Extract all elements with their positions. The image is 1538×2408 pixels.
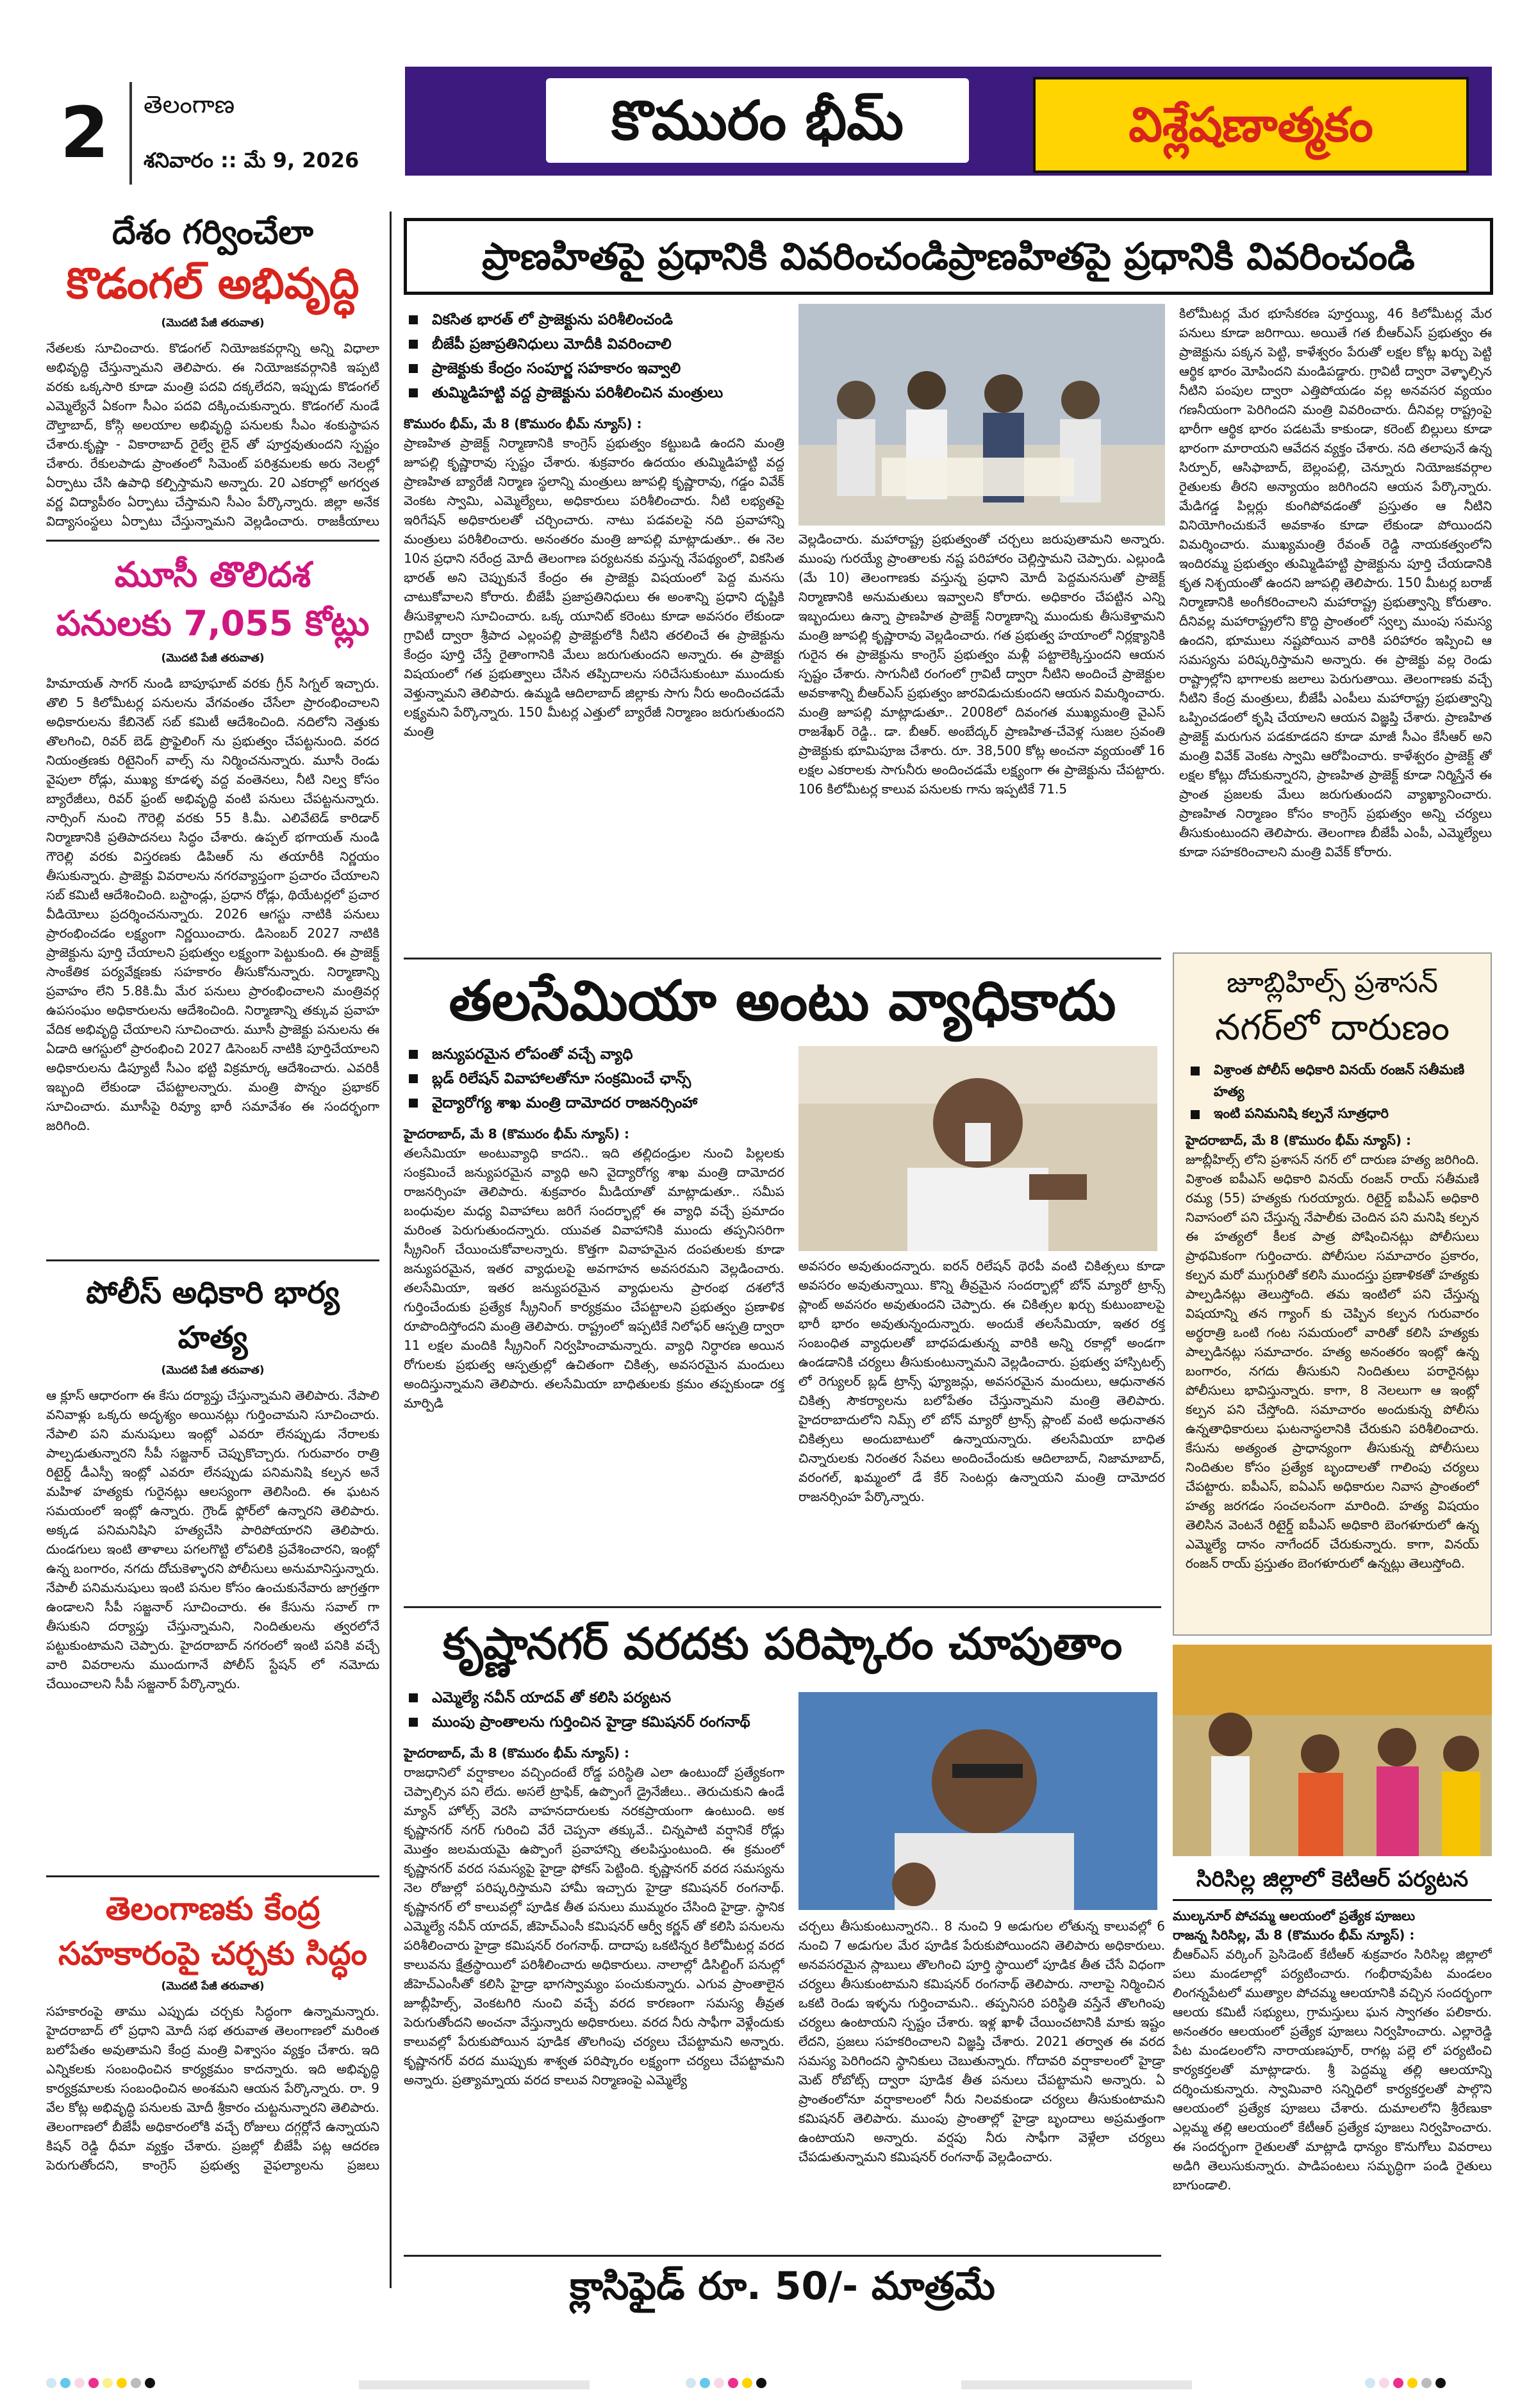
credit-kodangal: (మొదటి పేజీ తరువాత) xyxy=(161,317,265,329)
lead-bullet: వికసిత భారత్ లో ప్రాజెక్టును పరిశీలించండి xyxy=(404,308,784,332)
thal-column-2: అవసరం అవుతుందన్నారు. ఐరన్ రిలేషన్ థెరపీ వంటి చికిత్సలు కూడా అవసరం అవుతున్నాయి. కొన్ని తీవ్రమైన సందర్భాల్లో బోన్ మ్యారో ట్రాన్స్ ప్లాంట్ అవసరం అవుతుందని చెప్పారు. ఈ చికిత్సల ఖర్చు కుటుంబాలపై భారీ భారం అవుతున్నందున్నారు. అందుకే తలసేమియా, ఇతర రక్త సంబంధిత వ్యాధులతో బాధపడుతున్న వారికి అన్ని రకాల్లో అండగా ఉండడానికి చర్యలు తీసుకుంటున్నామని వెల్లడించారు. ప్రభుత్వ హాస్పిటల్స్ లో రెగ్యులర్ బ్లడ్ ట్రాన్స్ ఫ్యూజన్లు, అవసరమైన మందులు, ఆధునాతన చికిత్స సౌకర్యాలను బలోపేతం చేస్తున్నామని మంత్రి తెలిపారు. హైదరాబాదులోని నిమ్స్ లో బోన్ మ్యారో ట్రాన్స్ ప్లాంట్ వంటి అధునాతన చికిత్సలు అందుబాటులో ఉన్నాయన్నారు. తలసేమియా బాధిత చిన్నారులకు నిరంతర సేవలు అందించేందుకు ఆదిలాబాద్, నిజామాబాద్, వరంగల్, ఖమ్మంలో డే కేర్ సెంటర్లు ఉన్నాయని మంత్రి దామోదర రాజనర్సింహ పేర్కొన్నారు. xyxy=(798,1258,1165,1504)
sircilla-story: బీఆర్ఎస్ వర్కింగ్ ప్రెసిడెంట్ కేటీఆర్ శుక్రవారం సిరిసిల్ల జిల్లాలో పలు మండలాల్లో పర్యటించారు. గంభీరావుపేట మండలం లింగన్నపేటలో ముత్యాల పోచమ్మ ఆలయానికి వచ్చిన సందర్భంగా ఆలయ కమిటీ సభ్యులు, గ్రామస్తులు ఘన స్వాగతం పలికారు. అనంతరం ఆలయంలో ప్రత్యేక పూజలు నిర్వహించారు. ఎల్లారెడ్డి పేట మండలంలోని నారాయణపూర్, రాగట్ల పల్లె లో పర్యటించి కార్యకర్తలతో మాట్లాడారు. శ్రీ పెద్దమ్మ తల్లి ఆలయాన్ని దర్శించుకున్నారు. స్వామివారి సన్నిధిలో కార్యకర్తలతో పాల్గొని ఆలయంలో ప్రత్యేక పూజలు చేశారు. దుమాలలోని శ్రీరేణుకా ఎల్లమ్మ తల్లి ఆలయంలో కేటీఆర్ ప్రత్యేక పూజలు నిర్వహించారు. ఈ సందర్భంగా రైతులతో మాట్లాడి ధాన్యం కొనుగోలు వివరాలు అడిగి తెలుసుకున్నారు. పాడిపంటలు సమృద్ధిగా పండి రైతులు బాగుండాలి. xyxy=(1173,1947,1492,2193)
krishna-column-2: చర్చలు తీసుకుంటున్నారని.. 8 నుంచి 9 అడుగుల లోతున్న కాలువల్లో 6 నుంచి 7 అడుగుల మేర పూడిక పేరుకుపోయిందని తెలిపారు అధికారులు. అనవసరమైన స్లాబులు తొలగించి పూర్తి స్థాయిలో పూడిక తీత చేసే విధంగా చర్యలు తీసుకుంటామని కమిషనర్ రంగనాథ్ తెలిపారు. నాలాపై నిర్మించిన ఒకటి రెండు ఇళ్ళను గుర్తించామని.. తప్పనిసరి పరిస్థితి వస్తేనే తొలగింపు చర్యలు ఉంటాయని స్పష్టం చేశారు. ఇళ్ల ఖాళీ చేయించటానికి మాకు ఇష్టం లేదని, ప్రజలు సహకరించాలని విజ్ఞప్తి చేశారు. 2021 తర్వాత ఈ వరద సమస్య పెరిగిందని స్థానికులు చెబుతున్నారు. గోదావరి వర్షాకాలంలో హైడ్రా మెట్ రోబోట్స్ ద్వారా పూడిక తీత పనులు చేపట్టామని అన్నారు. ఏ ప్రాంతంలోనూ వర్షాకాలంలో నీరు నిలవకుండా చర్యలు తీసుకుంటామని కమిషనర్ తెలిపారు. ముంపు ప్రాంతాల్లో హైడ్రా బృందాలు అప్రమత్తంగా ఉంటాయని అన్నారు. వర్షపు నీరు సాఫీగా వెళ్లేలా చర్యలు చేపడుతున్నామని కమిషనర్ రంగనాథ్ వెల్లడించారు. xyxy=(798,1918,1165,2164)
lead-column-2: వెల్లడించారు. మహారాష్ట్ర ప్రభుత్వంతో చర్చలు జరుపుతామని అన్నారు. ముంపు గురయ్యే ప్రాంతాలకు నష్ట పరిహారం చెల్లిస్తామని చెప్పారు. ఎల్లుండి (మే 10) తెలంగాణకు వస్తున్న ప్రధాని మోదీ పెద్దమనసుతో ప్రాజెక్ట్ నిర్మాణానికి అనుమతులు ఇవ్వాలని కోరారు. అధికారం చేపట్టిన ఎన్ని ఇబ్బందులు ఉన్నా ప్రాణహిత ప్రాజెక్ట్ నిర్మాణాన్ని ముందుకు తీసుకెళ్తామని మంత్రి జూపల్లి కృష్ణారావు వెల్లడించారు. గత ప్రభుత్వ హయాంలో నిర్లక్ష్యానికి గురైన ఈ ప్రాజెక్టును కాంగ్రెస్ ప్రభుత్వం మళ్లీ పట్టాలెక్కిస్తుందని ఆయన స్పష్టం చేశారు. సాగునీటి రంగంలో గ్రావిటీ ద్వారా నీటిని అందించే ప్రాజెక్టుల అవకాశాన్ని బీఆర్ఎస్ ప్రభుత్వం జారవిడుచుకుందని ఆయన విమర్శించారు. మంత్రి జూపల్లి మాట్లాడుతూ.. 2008లో దివంగత ముఖ్యమంత్రి వైఎస్ రాజశేఖర్ రెడ్డి.. డా. బీఆర్. అంబేద్కర్ ప్రాణహిత-చేవెళ్ల సుజల స్రవంతి ప్రాజెక్టుకు భూమిపూజ చేశారు. రూ. 38,500 కోట్ల అంచనా వ్యయంతో 16 లక్షల ఎకరాలకు సాగునీరు అందించడమే లక్ష్యంగా ఈ ప్రాజెక్టును చేపట్టారు. 106 కిలోమీటర్ల కాలువ పనులకు గాను ఇప్పటికే 71.5 xyxy=(798,531,1165,797)
lead-column-1: ప్రాణహిత ప్రాజెక్ట్ నిర్మాణానికి కాంగ్రెస్ ప్రభుత్వం కట్టుబడి ఉందని మంత్రి జూపల్లి కృష్ణారావు స్పష్టం చేశారు. శుక్రవారం ఉదయం తుమ్మిడిహట్టి వద్ద ప్రాణహిత బ్యారేజీ నిర్మాణ స్థలాన్ని మంత్రులు జూపల్లి కృష్ణారావు, గడ్డం వివేక్ వెంకట స్వామి, ఎమ్మెల్యేలు, అధికారులు పరిశీలించారు. నీటి లభ్యతపై ఇరిగేషన్ అధికారులతో చర్చించారు. నాటు పడవలపై నది ప్రవాహాన్ని మంత్రులు పరిశీలించారు. అనంతరం మంత్రి జూపల్లి మాట్లాడుతూ.. ఈ నెల 10న ప్రధాని నరేంద్ర మోదీ తెలంగాణ పర్యటనకు వస్తున్న నేపథ్యంలో, వికసిత భారత్ అని చెప్పుకునే కేంద్రం ఈ ప్రాజెక్టు విషయంలో పెద్ద మనసు చాటుకోవాలని కోరారు. బీజేపీ ప్రజాప్రతినిధులు ఈ అంశాన్ని ప్రధాని దృష్టికి తీసుకెళ్లాలని సూచించారు. ఒక్క యూనిట్ కరెంటు కూడా అవసరం లేకుండా గ్రావిటీ ద్వారా శ్రీపాద ఎల్లంపల్లి ప్రాజెక్టులోకి నీటిని తరలించే ఈ ప్రాజెక్టును కేంద్రం పూర్తి చేస్తే రైతాంగానికి మేలు జరుగుతుందని అన్నారు. ఈ ప్రాజెక్టు విషయంలో గత ప్రభుత్వాలు చేసిన తప్పిదాలను సరిచేసుకుంటూ ముందుకు వెళ్తున్నామని తెలిపారు. ఉమ్మడి ఆదిలాబాద్ జిల్లాకు సాగు నీరు అందించడమే లక్ష్యమని పేర్కొన్నారు. 150 మీటర్ల ఎత్తులో బ్యారేజీ నిర్మాణం జరుగుతుందని మంత్రి xyxy=(404,435,784,739)
registration-marks-mid xyxy=(686,2378,878,2393)
left-column xyxy=(46,210,379,2306)
thal-dateline: హైదరాబాద్, మే 8 (కొమురం భీమ్ న్యూస్) : xyxy=(404,1126,630,1142)
sircilla-photo xyxy=(1173,1645,1492,1856)
classified-ad-line: క్లాసిఫైడ్ రూ. 50/- మాత్రమే xyxy=(570,2264,995,2309)
krishna-photo-image xyxy=(798,1692,1157,1910)
thal-column-1: తలసేమియా అంటువ్యాధి కాదని.. ఇది తల్లిదండ్రుల నుంచి పిల్లలకు సంక్రమించే జన్యుపరమైన వ్యాధి అని వైద్యారోగ్య శాఖ మంత్రి దామోదర రాజనర్సింహ తెలిపారు. శుక్రవారం మీడియాతో మాట్లాడుతూ.. సమీప బంధువుల మధ్య వివాహాలు జరిగే సందర్భాల్లో ఈ వ్యాధి వచ్చే ప్రమాదం మరింత పెరుగుతుందన్నారు. యువత వివాహానికి ముందు తప్పనిసరిగా స్క్రీనింగ్ చేయించుకోవాలన్నారు. కొత్తగా వివాహమైన దంపతులకు కూడా జన్యుపరమైన, ఇతర వ్యాధులపై అవగాహన అవసరమని వెల్లడించారు. తలసేమియా, ఇతర జన్యుపరమైన వ్యాధులను ప్రారంభ దశలోనే గుర్తించేందుకు ప్రత్యేక స్క్రీనింగ్ కార్యక్రమం చేపట్టాలని ప్రభుత్వం ప్రణాళిక రూపొందిస్తోందని మంత్రి తెలిపారు. రాష్ట్రంలో ఇప్పటికే నిలోఫర్ ఆస్పత్రి ద్వారా 11 లక్షల మందికి స్క్రీనింగ్ నిర్వహించామన్నారు. వ్యాధి నిర్ధారణ అయిన రోగులకు ప్రభుత్వ ఆస్పత్రుల్లో ఉచితంగా చికిత్స, అవసరమైన మందులు అందిస్తున్నామని తెలిపారు. తలసేమియా బాధితులకు క్రమం తప్పకుండా రక్త మార్పిడి xyxy=(404,1145,784,1411)
state-label: తెలంగాణ xyxy=(144,90,235,119)
divider xyxy=(46,540,379,542)
page-number: 2 xyxy=(60,92,110,174)
krishna-dateline: హైదరాబాద్, మే 8 (కొమురం భీమ్ న్యూస్) : xyxy=(404,1745,630,1761)
lead-body-right xyxy=(1179,304,1492,945)
sircilla-caption-bar xyxy=(1173,1859,1492,1901)
credit-police-wife: (మొదటి పేజీ తరువాత) xyxy=(161,1364,265,1377)
lead-photo-image xyxy=(798,304,1165,526)
registration-bar xyxy=(961,2380,1192,2389)
jubilee-bullet: ఇంటి పనిమనిషి కల్పనే సూత్రధారి xyxy=(1186,1102,1479,1124)
headline-police-wife: పోలీస్ అధికారి భార్య హత్య xyxy=(86,1275,340,1356)
divider xyxy=(46,1259,379,1261)
krishna-bullet: ఎమ్మెల్యే నవీన్ యాదవ్ తో కలిసి పర్యటన xyxy=(404,1686,784,1710)
lead-dateline: కొమురం భీమ్, మే 8 (కొమురం భీమ్ న్యూస్) : xyxy=(404,416,642,431)
lead-bullet: ప్రాజెక్టుకు కేంద్రం సంపూర్ణ సహకారం ఇవ్వాలి xyxy=(404,356,784,381)
thal-bullet: బ్లడ్ రిలేషన్ వివాహాలతోనూ సంక్రమించే ఛాన్స్ xyxy=(404,1067,784,1091)
lead-column-3: కిలోమీటర్ల మేర భూసేకరణ పూర్తయ్యి, 46 కిలోమీటర్ల మేర పనులు కూడా జరిగాయి. అయితే గత బీఆర్ఎస్ ప్రభుత్వం ఈ ప్రాజెక్టును పక్కన పెట్టి, కాళేశ్వరం పేరుతో లక్షల కోట్ల ఖర్చు పెట్టి ఆర్థిక భారం మోపిందని మండిపడ్డారు. గ్రావిటీ ద్వారా వెళ్ళాల్సిన నీటిని పంపుల ద్వారా ఎత్తిపోయడం వల్ల అనవసర వ్యయం గణనీయంగా పెరిగిందని మంత్రి వివరించారు. దీనివల్ల రాష్ట్రంపై భారీగా ఆర్థిక భారం పడటమే కాకుండా, కరెంట్ బిల్లులు కూడా భారంగా మారాయని ఆవేదన వ్యక్తం చేశారు. నది తలాపునే ఉన్న సిర్పూర్, ఆసిఫాబాద్, బెల్లంపల్లి, చెన్నూరు నియోజకవర్గాల రైతులకు తీరని అన్యాయం జరిగిందని ఆయన పేర్కొన్నారు. మేడిగడ్డ పిల్లర్లు కుంగిపోవడంతో ప్రస్తుతం ఆ నీటిని వినియోగించుకునే అవకాశం కూడా లేకుండా పోయిందని విమర్శించారు. ముఖ్యమంత్రి రేవంత్ రెడ్డి నాయకత్వంలోని ఇందిరమ్మ ప్రభుత్వం తుమ్మిడిహట్టి ప్రాజెక్టును పూర్తి చేయడానికి కృత నిశ్చయంతో ఉందని జూపల్లి తెలిపారు. 150 మీటర్ల బరాజ్ నిర్మాణానికి అంగీకరించాలని మహారాష్ట్ర ప్రభుత్వాన్ని కోరుతాం. దీనివల్ల మహారాష్ట్రలోని కొద్ది ప్రాంతంలో స్వల్ప ముంపు సమస్య ఉందని, భూములు నష్టపోయిన వారికి పరిహారం ఇప్పించి ఆ సమస్యను పరిష్కరిస్తామని అన్నారు. ఈ ప్రాజెక్టు వల్ల రెండు రాష్ట్రాల్లోని భాగాలకు జలాలు పెరుగుతాయి. తెలంగాణకు వచ్చే నీటిని కేంద్ర మంత్రులు, బీజేపీ ఎంపీలు మహారాష్ట్ర ప్రభుత్వాన్ని ఒప్పించడంలో కృషి చేయాలని ఆయన విజ్ఞప్తి చేశారు. ప్రాణహిత ప్రాజెక్ట్ మరుగున పడకూడదని కూడా మాజీ సీఎం కేసీఆర్ అని మంత్రి వివేక్ వెంకట స్వామి ఆరోపించారు. కాళేశ్వరం ప్రాజెక్ట్ తో లక్షల కోట్లు దోచుకున్నారని, ప్రాణహిత ప్రాజెక్ట్ కూడా నిర్మిస్తేనే ఈ ప్రాంత ప్రజలకు మేలు జరుగుతుందని వ్యాఖ్యానించారు. ప్రాణహిత నిర్మాణం కోసం కాంగ్రెస్ ప్రభుత్వం అన్ని చర్యలు తీసుకుంటుందని తెలిపారు. తెలంగాణ బీజేపీ ఎంపీ, ఎమ్మెల్యేలు కూడా సహకరించాలని మంత్రి వివేక్ కోరారు. xyxy=(1179,306,1492,859)
lead-bullet: బీజేపీ ప్రజాప్రతినిధులు మోదీకి వివరించాలి xyxy=(404,332,784,356)
krishna-body-left xyxy=(404,1686,784,2263)
thal-bullet: జన్యుపరమైన లోపంతో వచ్చే వ్యాధి xyxy=(404,1042,784,1067)
jubilee-dateline: హైదరాబాద్, మే 8 (కొమురం భీమ్ న్యూస్) : xyxy=(1186,1133,1412,1148)
headline-kodangal: కొడంగల్ అభివృద్ధి xyxy=(66,259,360,308)
headline-musi-2: పనులకు 7,055 కోట్లు xyxy=(56,603,370,644)
masthead xyxy=(46,67,1492,200)
jubilee-headline-1: జూబ్లిహిల్స్ ప్రశాసన్ xyxy=(1227,967,1438,999)
headline-central-aid-2: సహకారంపై చర్చకు సిద్ధం xyxy=(58,1935,367,1972)
jubilee-bullets xyxy=(1186,1059,1479,1124)
lead-body-left xyxy=(404,308,784,955)
sircilla-caption: సిరిసిల్ల జిల్లాలో కెటిఆర్ పర్యటన xyxy=(1196,1866,1469,1892)
jubilee-story: జూబ్లీహిల్స్ లోని ప్రశాసన్ నగర్ లో దారుణ హత్య జరిగింది. విశ్రాంత ఐపీఎస్ అధికారి వినయ్ రంజన్ రాయ్ సతీమణి రమ్య (55) హత్యకు గురయ్యారు. రిటైర్డ్ ఐపీఎస్ అధికారి నివాసంలో పని చేస్తున్న నేపాలీకు చెందిన పని మనిషి కల్పన ఈ హత్యలో కీలక పాత్ర పోషించినట్లు పోలీసులు ప్రాథమికంగా గుర్తించారు. పోలీసుల సమాచారం ప్రకారం, కల్పన మరో ముగ్గురితో కలిసి ముందస్తు ప్రణాళికతో హత్యకు పాల్పడినట్లు తెలుస్తోంది. తమ ఇంటిలో పని చేస్తున్న విషయాన్ని తన గ్యాంగ్ కు చెప్పిన కల్పన గురువారం అర్థరాత్రి ఒంటి గంట సమయంలో వారితో కలిసి హత్యకు పాల్పడినట్లు సమాచారం. హత్య అనంతరం ఇంట్లో ఉన్న బంగారం, నగదు తీసుకుని నిందితులు పరారైనట్లు పోలీసులు భావిస్తున్నారు. కాగా, 8 నెలలుగా ఆ ఇంట్లో కల్పన పని చేస్తోంది. సమాచారం అందుకున్న పోలీసు ఉన్నతాధికారులు ఘటనాస్థలానికి చేరుకుని పరిశీలించారు. కేసును అత్యంత ప్రాధాన్యంగా తీసుకున్న పోలీసులు నిందితుల కోసం ప్రత్యేక బృందాలతో గాలింపు చర్యలు చేపట్టారు. ఐపీఎస్, ఐఏఎస్ అధికారుల నివాస ప్రాంతంలో హత్య జరగడం సంచలనంగా మారింది. హత్య విషయం తెలిసిన వెంటనే రిటైర్డ్ ఐపీఎస్ అధికారి బెంగళూరులో ఉన్న ఎమ్మెల్యే దానం నాగేందర్ చేరుకున్నారు. కాగా, వినయ్ రంజన్ రాయ్ ప్రస్తుతం బెంగళూరులో ఉన్నట్లు తెలుస్తోంది. xyxy=(1186,1152,1479,1571)
krishna-bullet: ముంపు ప్రాంతాలను గుర్తించిన హైడ్రా కమిషనర్ రంగనాథ్ xyxy=(404,1710,784,1734)
lead-headline: ప్రాణహితపై ప్రధానికి వివరించండిప్రాణహితపై ప్రధానికి వివరించండి xyxy=(482,235,1415,278)
masthead-divider xyxy=(129,82,132,185)
thal-photo xyxy=(798,1046,1157,1251)
credit-musi: (మొదటి పేజీ తరువాత) xyxy=(161,652,265,665)
section-title: విశ్లేషణాత్మకం xyxy=(1129,97,1373,153)
krishna-column-1: రాజధానిలో వర్షాకాలం వచ్చిందంటే రోడ్డ పరిస్థితి ఎలా ఉంటుందో ప్రత్యేకంగా చెప్పాల్సిన పని లేదు. అసలే ట్రాఫిక్, ఉప్పొంగే డ్రైనేజీలు.. తెరుచుకుని ఉండే మ్యాన్ హోల్స్ వెరసి వాహనదారులకు నరకప్రాయంగా ఉంటుంది. అక కృష్ణానగర్ నగర్ గురించి వేరే చెప్పనా తక్కువే.. చిన్నపాటి వర్షానికే రోడ్లు మొత్తం జలమయమై ఉప్పొంగే ప్రవాహాన్ని తలపిస్తుంటుంది. ఈ క్రమంలో కృష్ణానగర్ వరద సమస్యపై హైడ్రా ఫోకస్ పెట్టింది. కృష్ణానగర్ వరద సమస్యను నెల రోజుల్లో పరిష్కరిస్తామని హామీ ఇచ్చారు హైడ్రా కమిషనర్ రంగనాథ్. కృష్ణానగర్ లో కాలువల్లో పూడిక తీత పనులు ముమ్మరం చేసింది హైడ్రా. స్థానిక ఎమ్మెల్యే నవీన్ యాదవ్, జీహెచ్ఎంసీ కమిషనర్ ఆర్వీ కర్ణన్ తో కలిసి పనులను పరిశీలించారు హైడ్రా కమిషనర్ రంగనాథ్. దాదాపు ఒకటిన్నర కిలోమీటర్ల వరద కాలువను క్షేత్రస్థాయిలో పరిశీలించారు అధికారులు. నాలాల్లో డిసిల్టింగ్ పనుల్లో జీహెచ్ఎంసీతో కలిసి హైడ్రా భాగస్వామ్యం పంచుకున్నారు. ఎగువ ప్రాంతాలైన జూబ్లీహిల్స్, వెంకటగిరి నుంచి వచ్చే వరద కారణంగా సమస్య తీవ్రత పెరుగుతోందని అంచనా వేస్తున్నారు అధికారులు. వరద నీరు సాఫీగా వెళ్లేందుకు కాలువల్లో పేరుకుపోయిన పూడిక తొలగింపు చర్యలు చేపట్టామని అన్నారు. కృష్ణానగర్ వరద ముప్పుకు శాశ్వత పరిష్కారం లక్ష్యంగా చర్యలు చేపట్టామని అన్నారు. ప్రత్యామ్నాయ వరద కాలువ నిర్మాణంపై ఎమ్మెల్యే xyxy=(404,1764,784,2088)
krishna-headline: కృష్ణానగర్ వరదకు పరిష్కారం చూపుతాం xyxy=(442,1619,1123,1670)
column-separator xyxy=(390,212,392,2288)
thal-bullet: వైద్యారోగ్య శాఖ మంత్రి దామోదర రాజనర్సింహా xyxy=(404,1091,784,1115)
thal-body-left xyxy=(404,1042,784,1606)
kicker-kodangal: దేశం గర్వించేలా xyxy=(112,213,313,252)
credit-central-aid: (మొదటి పేజీ తరువాత) xyxy=(161,1980,265,1993)
divider xyxy=(404,958,1161,959)
thal-body-mid xyxy=(798,1256,1165,1602)
divider xyxy=(404,2255,1161,2257)
lead-bullets xyxy=(404,308,784,405)
registration-bar xyxy=(359,2380,590,2389)
sircilla-photo-image xyxy=(1173,1645,1492,1856)
registration-marks-right xyxy=(1365,2378,1519,2393)
story-kodangal: నేతలకు సూచించారు. కొడంగల్ నియోజకవర్గాన్ని అన్ని విధాలా అభివృద్ధి చేస్తున్నామని తెలిపారు. ఈ నియోజకవర్గానికి ఇప్పటి వరకు ఒక్కసారి కూడా మంత్రి పదవి దక్కలేదని, ఇప్పుడు కొడంగల్ ఎమ్మెల్యేనే ఏకంగా సీఎం పదవి దక్కించుకున్నారు. కొడంగల్ నుండే దౌల్తాబాద్, కోస్గి అలయాల అభివృద్ధి పనులకు సీఎం శంకుస్థాపన చేశారు.కృష్ణా - వికారాబాద్ రైల్వే లైన్ తో పూర్తవుతుందని స్పష్టం చేశారు. రేకులపాడు ప్రాంతంలో సిమెంట్ పరిశ్రమలకు అరు నెలల్లో ఏర్పాటు చేసి ఉపాధి కల్పిస్తామని అన్నారు. 20 ఎకరాల్లో అగర్వత వర్ణ విద్యాపీఠం ఏర్పాటు చేస్తామని సీఎం పేర్కొన్నారు. జిల్లా అనేక విద్యాసంస్థలు ఏర్పాటు చేస్తున్నామని వెల్లడించారు. రాజకీయాలు xyxy=(46,340,379,529)
story-police-wife: ఆ క్లూస్ ఆధారంగా ఈ కేసు దర్యాప్తు చేస్తున్నామని తెలిపారు. నేపాలి వనివాళ్లు ఒక్కరు అదృశ్యం అయినట్లు గుర్తించామని సూచించారు. నేపాలి పని మనుషులు ఇంట్లో ఎవరూ లేనప్పుడు నేరాలకు పాల్పడుతున్నారని సీపీ సజ్జనార్ చెప్పుకొచ్చారు. గురువారం రాత్రి రిటైర్డ్ డీఎస్పీ ఇంట్లో ఎవరూ లేనప్పుడు పనిమనిషి కల్పన అనే మహిళ హత్యకు గురైనట్లు ఆలస్యంగా తెలిసింది. ఈ ఘటన సమయంలో ఇంట్లో ఉన్నారు. గ్రౌండ్ ఫ్లోర్‌లో ఉన్నారని తెలిపారు. అక్కడ పనిమనిషిని హత్యచేసి పారిపోయారని తెలిపారు. దుండగులు ఇంటి తాళాలు పగలగొట్టి లోపలికి ప్రవేశించారని, ఇంట్లో ఉన్న బంగారం, నగదు దోచుకెళ్ళారని పోలీసులు అనుమానిస్తున్నారు. నేపాలీ పనిమనుషులు ఇంటి పనుల కోసం ఉంచుకునేవారు జాగ్రత్తగా ఉండాలని సీపీ సజ్జనార్ సూచించారు. ఈ కేసును సవాల్ గా తీసుకుని దర్యాప్తు చేస్తున్నామని, నిందితులను త్వరలోనే పట్టుకుంటామని చెప్పారు. హైదరాబాద్ నగరంలో ఇంటి పనికి వచ్చే వారి వివరాలను ముందుగానే పోలీస్ స్టేషన్ లో నమోదు చేయించాలని సీపీ సజ్జనార్ పేర్కొన్నారు. xyxy=(46,1388,379,1691)
divider xyxy=(404,1606,1161,1608)
story-musi: హిమాయత్ సాగర్ నుండి బాపూఘాట్ వరకు గ్రీన్ సిగ్నల్ ఇచ్చారు. తొలి 5 కిలోమీటర్ల పనులను వేగవంతం చేసేలా ప్రారంభించాలని అధికారులను కేబినెట్ సబ్ కమిటీ ఆదేశించింది. నదిలోని నెత్తుకు తొలగించి, రివర్ బెడ్ ప్రొఫైలింగ్ ను ప్రభుత్వం చేపట్టనుంది. వరద నియంత్రణకు రిటైనింగ్ వాల్స్ ను నిర్మించనున్నారు. మూసీ రెండు వైపులా రోడ్లు, ముఖ్య కూడళ్ళ వద్ద వంతెనలు, నీటి నిల్వ కోసం బ్యారేజీలు, రివర్ ఫ్రంట్ అభివృద్ధి వంటి పనులు చేపట్టనున్నారు. నార్సింగ్ నుంచి గౌరెల్లి వరకు 55 కి.మీ. ఎలివేటెడ్ కారిడార్ నిర్మాణానికి ప్రతిపాదనలు సిద్ధం చేశారు. ఉప్పల్ భగాయత్ నుండి గౌరెల్లి వరకు విస్తరణకు డిపిఆర్ ను తయారీకి నిర్ణయం తీసుకున్నారు. ప్రాజెక్టు వివరాలను నగరవ్యాప్తంగా ప్రచారం చేయాలని సబ్ కమిటీ ఆదేశించింది. బస్టాండ్లు, ప్రధాన రోడ్లు, థియేటర్లలో ప్రచార వీడియోలు ప్రదర్శించనున్నారు. 2026 ఆగస్టు నాటికి పనులు ప్రారంభించడం లక్ష్యంగా నిర్ణయించారు. డిసెంబర్ 2027 నాటికి ప్రాజెక్టును పూర్తి చేయాలని ప్రభుత్వం లక్ష్యంగా పెట్టుకుంది. ఈ ప్రాజెక్ట్ సాంకేతిక పర్యవేక్షణకు సహకారం తీసుకోనున్నారు. నిర్మాణాన్ని ప్రవాహం లేని 5.8కి.మీ మేర పనులు ప్రారంభించాలని మంత్రివర్గ ఉపసంఘం అధికారులను ఆదేశించింది. నిర్మాణాన్ని తక్కువ ప్రవాహ వేదిక అభివృద్ధి చేయాలని సూచించారు. మూసీ ప్రాజెక్టు పనులను ఈ ఏడాది ఆగస్టులో ప్రారంభించి 2027 డిసెంబర్ నాటికి పూర్తిచేయాలని అధికారులను డిప్యూటీ సీఎం భట్టి విక్రమార్క ఆదేశించారు. ఎవరికీ ఇబ్బంది లేకుండా చేపట్టాలన్నారు. మంత్రి పొన్నం ప్రభాకర్ సూచించారు. మూసీపై రివ్యూ భారీ సమావేశం ఈ సందర్భంగా జరిగింది. xyxy=(46,676,379,1133)
lead-body-mid xyxy=(798,529,1165,952)
lead-photo xyxy=(798,304,1165,526)
thal-photo-image xyxy=(798,1046,1157,1251)
sircilla-dateline: రాజన్న సిరిసిల్ల, మే 8 (కొమురం భీమ్ న్యూస్) : xyxy=(1173,1927,1415,1943)
jubilee-box xyxy=(1173,952,1492,1636)
district-title: కొమురం భీమ్ xyxy=(611,89,904,152)
thal-headline: తలసేమియా అంటు వ్యాధికాదు xyxy=(449,969,1116,1033)
issue-date: శనివారం :: మే 9, 2026 xyxy=(144,148,360,172)
krishna-bullets xyxy=(404,1686,784,1734)
story-central-aid: సహకారంపై తాము ఎప్పుడు చర్చకు సిద్ధంగా ఉన్నామన్నారు. హైదరాబాద్ లో ప్రధాని మోదీ సభ తరువాత తెలంగాణలో మరింత బలోపేతం అవుతామని కేంద్ర మంత్రి విశ్వాసం వ్యక్తం చేశారు. ఇది ఎన్నికలకు సంబంధించిన కార్యక్రమం కాదన్నారు. ఇది అభివృద్ధి కార్యక్రమాలకు సంబంధించిన అంశమని ఆయన పేర్కొన్నారు. రా. 9 వేల కోట్ల అభివృద్ధి పనులకు మోదీ శ్రీకారం చుట్టనున్నారని తెలిపారు. తెలంగాణలో బీజేపీ అధికారంలోకి వచ్చే రోజులు దగ్గర్లోనే ఉన్నాయని కిషన్ రెడ్డి ధీమా వ్యక్తం చేశారు. ప్రజల్లో బీజేపీ పట్ల ఆదరణ పెరుగుతోందని, కాంగ్రెస్ ప్రభుత్వ వైఫల్యాలను ప్రజలు xyxy=(46,2004,379,2173)
lead-bullet: తుమ్మిడిహట్టి వద్ద ప్రాజెక్టును పరిశీలించిన మంత్రులు xyxy=(404,381,784,405)
registration-marks-left xyxy=(46,2378,302,2393)
sircilla-body xyxy=(1173,1906,1492,2291)
jubilee-headline-2: నగర్‌లో దారుణం xyxy=(1214,1007,1450,1049)
jubilee-bullet: విశ్రాంత పోలీస్ అధికారి వినయ్ రంజన్ సతీమణి హత్య xyxy=(1186,1059,1479,1102)
headline-central-aid-1: తెలంగాణకు కేంద్ర xyxy=(105,1890,320,1927)
divider xyxy=(46,1875,379,1877)
thal-bullets xyxy=(404,1042,784,1115)
krishna-photo xyxy=(798,1692,1157,1910)
krishna-body-mid xyxy=(798,1916,1165,2250)
headline-musi-1: మూసీ తొలిదశ xyxy=(114,554,311,595)
lead-headline-box xyxy=(404,218,1493,295)
sircilla-bullet: ముల్కనూర్ పోచమ్మ ఆలయంలో ప్రత్యేక పూజలు xyxy=(1173,1908,1415,1923)
